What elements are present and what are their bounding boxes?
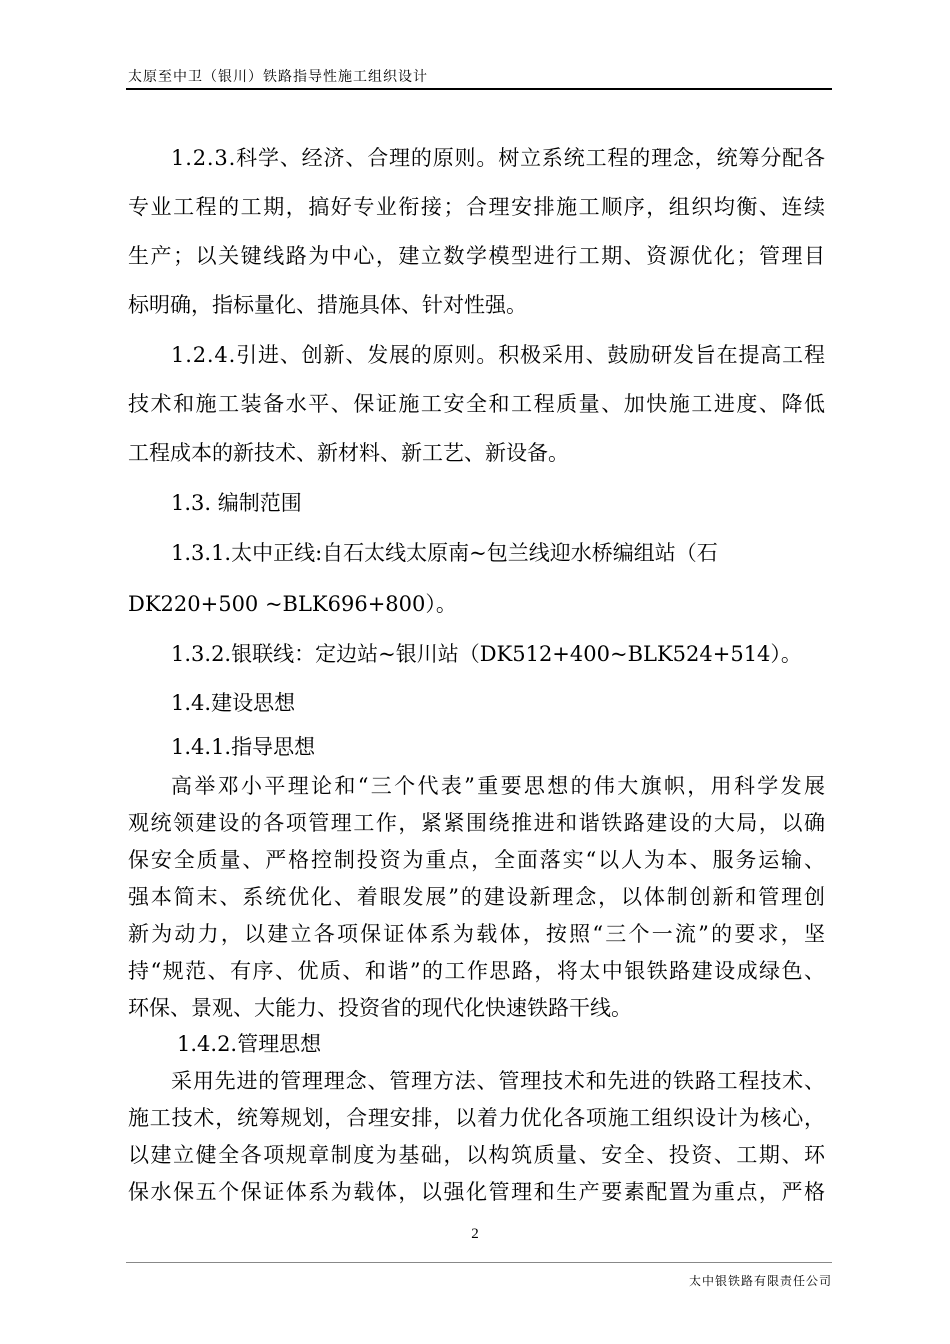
header-rule: [126, 88, 832, 90]
text-line: 保安全质量、严格控制投资为重点，全面落实“以人为本、服务运输、: [128, 848, 827, 872]
section-heading: 1.4.建设思想: [171, 691, 296, 715]
text-line: 观统领建设的各项管理工作，紧紧围绕推进和谐铁路建设的大局，以确: [128, 811, 827, 835]
footer-company: 太中银铁路有限责任公司: [688, 1274, 832, 1288]
text-line: 标明确，指标量化、措施具体、针对性强。: [128, 293, 527, 317]
running-header: 太原至中卫（银川）铁路指导性施工组织设计: [128, 69, 428, 85]
text-line: 高举邓小平理论和“三个代表”重要思想的伟大旗帜，用科学发展: [171, 774, 828, 798]
text-line: 专业工程的工期，搞好专业衔接；合理安排施工顺序，组织均衡、连续: [128, 195, 827, 219]
text-line: 采用先进的管理理念、管理方法、管理技术和先进的铁路工程技术、: [171, 1069, 826, 1093]
text-line: 工程成本的新技术、新材料、新工艺、新设备。: [128, 441, 569, 465]
footer-rule: [126, 1262, 832, 1263]
text-line: 保水保五个保证体系为载体，以强化管理和生产要素配置为重点，严格: [128, 1180, 827, 1204]
text-line: 技术和施工装备水平、保证施工安全和工程质量、加快施工进度、降低: [128, 392, 827, 416]
text-line: 施工技术，统筹规划，合理安排，以着力优化各项施工组织设计为核心，: [128, 1106, 826, 1130]
text-line: 环保、景观、大能力、投资省的现代化快速铁路干线。: [128, 996, 632, 1020]
text-line: DK220+500 ~BLK696+800）。: [128, 592, 457, 616]
section-heading: 1.3. 编制范围: [171, 491, 302, 515]
text-line: 1.2.3.科学、经济、合理的原则。树立系统工程的理念，统筹分配各: [171, 146, 826, 170]
text-line: 生产；以关键线路为中心，建立数学模型进行工期、资源优化；管理目: [128, 244, 827, 268]
subsection-heading: 1.4.1.指导思想: [171, 735, 316, 759]
subsection-heading: 1.4.2.管理思想: [177, 1032, 322, 1056]
text-line: 强本简末、系统优化、着眼发展”的建设新理念，以体制创新和管理创: [128, 885, 827, 909]
text-line: 1.3.1.太中正线:自石太线太原南~包兰线迎水桥编组站（石: [171, 541, 718, 565]
text-line: 持“规范、有序、优质、和谐”的工作思路，将太中银铁路建设成绿色、: [128, 959, 827, 983]
text-line: 以建立健全各项规章制度为基础，以构筑质量、安全、投资、工期、环: [128, 1143, 827, 1167]
text-line: 1.2.4.引进、创新、发展的原则。积极采用、鼓励研发旨在提高工程: [171, 343, 826, 367]
text-line: 新为动力，以建立各项保证体系为载体，按照“三个一流”的要求，坚: [128, 922, 828, 946]
text-line: 1.3.2.银联线：定边站~银川站（DK512+400~BLK524+514）。: [171, 642, 802, 666]
page-number: 2: [471, 1226, 479, 1242]
